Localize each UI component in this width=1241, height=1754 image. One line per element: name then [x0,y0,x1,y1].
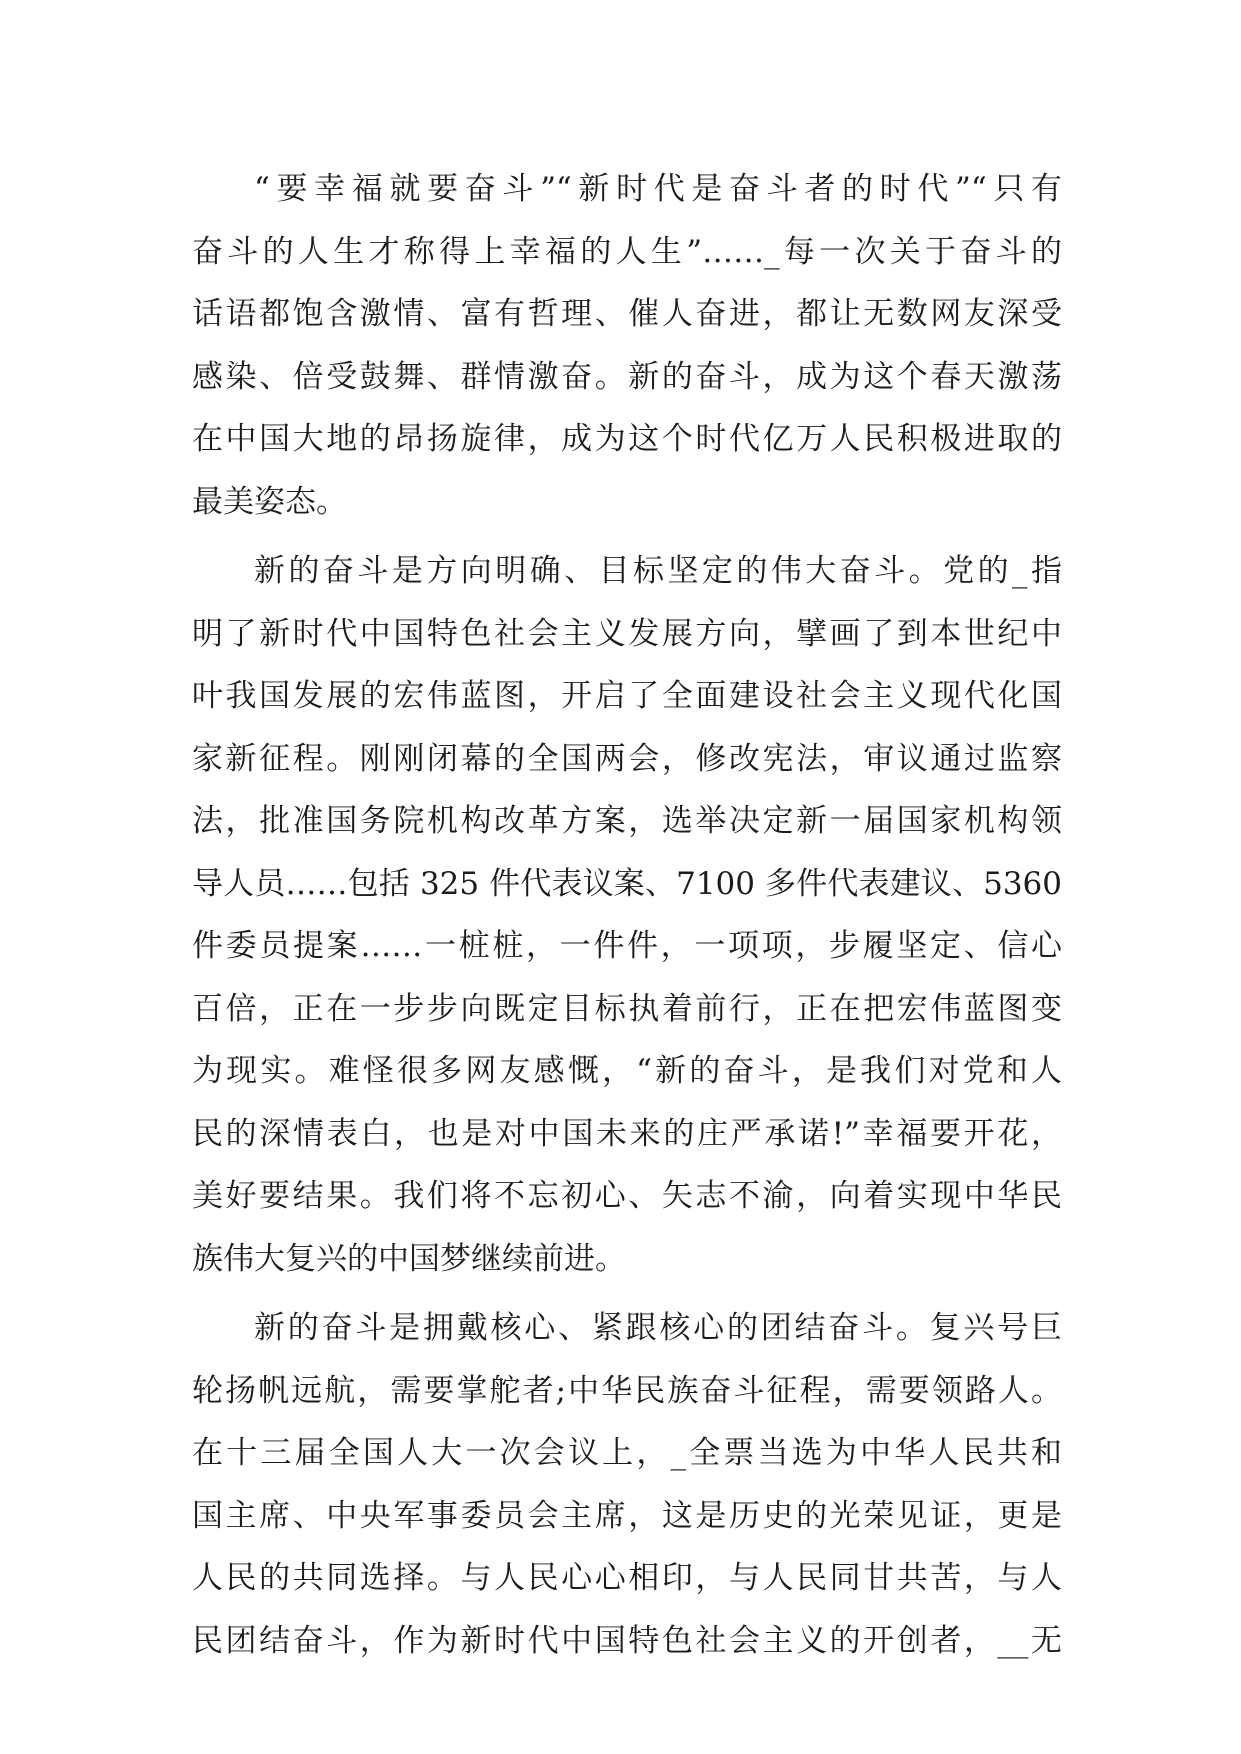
paragraph-1 [192,158,1062,533]
text-line: 新的奋斗是方向明确、目标坚定的伟大奋斗。党的_指 [254,553,1062,589]
text-line: 叶我国发展的宏伟蓝图，开启了全面建设社会主义现代化国 [192,678,1062,714]
text-line: 明了新时代中国特色社会主义发展方向，擘画了到本世纪中 [192,615,1062,652]
text-line: 美好要结果。我们将不忘初心、矢志不渝，向着实现中华民 [192,1178,1062,1214]
text-line: 导人员……包括 325 件代表议案、7100 多件代表建议、5360 [192,865,1062,902]
text-line: 轮扬帆远航，需要掌舵者;中华民族奋斗征程，需要领路人。 [192,1372,1062,1409]
paragraph-3 [192,1297,1062,1672]
text-line: 奋斗的人生才称得上幸福的人生”……_每一次关于奋斗的 [192,233,1062,270]
paragraph-gap [192,1290,1062,1297]
text-line: 在十三届全国人大一次会议上，_全票当选为中华人民共和 [192,1435,1062,1471]
text-line: 新的奋斗是拥戴核心、紧跟核心的团结奋斗。复兴号巨 [254,1310,1062,1346]
text-line: “要幸福就要奋斗”“新时代是奋斗者的时代”“只有 [254,171,1062,207]
text-line: 族伟大复兴的中国梦继续前进。 [192,1240,626,1277]
text-line: 百倍，正在一步步向既定目标执着前行，正在把宏伟蓝图变 [192,990,1062,1027]
text-line: 最美姿态。 [192,483,347,520]
text-line: 在中国大地的昂扬旋律，成为这个时代亿万人民积极进取的 [192,421,1062,457]
text-line: 感染、倍受鼓舞、群情激奋。新的奋斗，成为这个春天激荡 [192,358,1062,395]
text-line: 法，批准国务院机构改革方案，选举决定新一届国家机构领 [192,803,1062,839]
text-line: 为现实。难怪很多网友感慨，“新的奋斗，是我们对党和人 [192,1053,1062,1089]
document-body [192,158,1062,1672]
text-line: 民团结奋斗，作为新时代中国特色社会主义的开创者，__无 [192,1622,1062,1659]
text-line: 件委员提案……一桩桩，一件件，一项项，步履坚定、信心 [192,928,1062,964]
text-line: 人民的共同选择。与人民心心相印，与人民同甘共苦，与人 [192,1560,1062,1596]
paragraph-gap [192,533,1062,540]
paragraph-2 [192,540,1062,1290]
text-line: 话语都饱含激情、富有哲理、催人奋进，都让无数网友深受 [192,296,1062,332]
text-line: 家新征程。刚刚闭幕的全国两会，修改宪法，审议通过监察 [192,740,1062,777]
text-line: 国主席、中央军事委员会主席，这是历史的光荣见证，更是 [192,1497,1062,1534]
text-line: 民的深情表白，也是对中国未来的庄严承诺!”幸福要开花， [192,1115,1062,1152]
